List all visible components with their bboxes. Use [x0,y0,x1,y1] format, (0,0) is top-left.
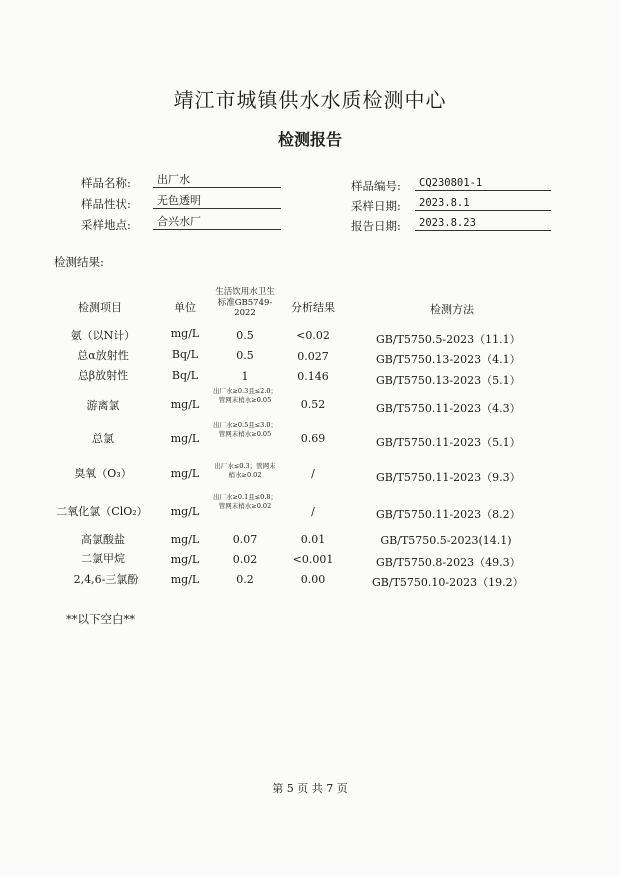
row-standard: 0.5 [236,329,254,342]
row-unit: mg/L [170,533,200,546]
row-result: 0.027 [297,350,329,363]
row-unit: mg/L [170,573,200,586]
report-date-value: 2023.8.23 [415,216,551,231]
sample-name-label: 样品名称: [81,176,131,190]
row-item: 总β放射性 [77,369,129,382]
row-result: / [311,467,315,480]
page-suffix: 页 [336,782,348,795]
row-result: <0.001 [292,553,334,566]
row-standard: 出厂水≤0.3；管网末梢水≥0.02 [214,462,276,479]
row-item: 总氯 [92,432,114,445]
results-label: 检测结果: [54,255,104,269]
row-method: GB/T5750.11-2023（5.1） [376,436,521,449]
header-result: 分析结果 [291,301,335,314]
sample-property-label: 样品性状: [81,197,131,211]
row-item: 总α放射性 [77,349,129,362]
row-unit: mg/L [170,327,200,340]
row-method: GB/T5750.13-2023（5.1） [376,374,521,387]
row-result: 0.52 [300,398,326,411]
sampling-site-value: 合兴水厂 [153,215,281,230]
blank-note: **以下空白** [66,612,135,626]
org-title: 靖江市城镇供水水质检测中心 [173,88,447,112]
header-method: 检测方法 [430,303,474,316]
row-standard: 出厂水≥0.1且≤0.8；管网末梢水≥0.02 [212,493,278,510]
row-unit: mg/L [170,467,200,480]
row-method: GB/T5750.11-2023（4.3） [376,402,521,415]
row-item: 二氯甲烷 [81,552,125,565]
row-method: GB/T5750.5-2023（11.1） [376,333,521,346]
row-method: GB/T5750.13-2023（4.1） [376,353,521,366]
row-item: 高氯酸盐 [81,533,125,546]
row-method: GB/T5750.11-2023（8.2） [376,508,521,521]
page-mid: 页 共 [297,782,323,795]
sample-property-value: 无色透明 [153,194,281,209]
row-item: 臭氧（O₃） [74,467,132,480]
sampling-date-value: 2023.8.1 [415,196,551,211]
row-unit: Bq/L [171,348,199,361]
row-item: 2,4,6-三氯酚 [73,573,139,586]
row-item: 游离氯 [86,399,120,412]
row-item: 氨（以N计） [70,329,136,342]
row-standard: 0.5 [236,349,254,362]
header-item: 检测项目 [78,301,122,314]
report-title: 检测报告 [277,130,342,149]
sample-no-value: CQ230801-1 [415,176,551,191]
row-unit: mg/L [170,398,200,411]
row-method: GB/T5750.8-2023（49.3） [376,556,521,569]
row-result: 0.01 [300,533,326,546]
row-standard: 出厂水≥0.5且≤3.0；管网末梢水≥0.05 [212,421,278,438]
row-unit: mg/L [170,553,200,566]
row-unit: mg/L [170,432,200,445]
row-unit: Bq/L [171,369,199,382]
row-result: 0.146 [297,370,329,383]
row-standard: 0.07 [232,533,258,546]
sampling-site-label: 采样地点: [81,218,131,232]
row-standard: 出厂水≥0.3且≤2.0；管网末梢水≥0.05 [212,387,278,404]
row-standard: 0.2 [236,573,254,586]
row-method: GB/T5750.10-2023（19.2） [372,576,524,589]
row-method: GB/T5750.11-2023（9.3） [376,471,521,484]
page-prefix: 第 [272,782,284,795]
report-date-label: 报告日期: [351,219,401,233]
header-unit: 单位 [174,301,196,314]
sample-name-value: 出厂水 [153,173,281,188]
row-item: 二氧化氯（ClO₂） [56,505,148,518]
row-method: GB/T5750.5-2023(14.1) [380,534,512,547]
row-standard: 0.02 [232,553,258,566]
sample-no-label: 样品编号: [351,179,401,193]
row-unit: mg/L [170,505,200,518]
header-standard: 生活饮用水卫生标准GB5749-2022 [215,287,275,318]
row-result: 0.69 [300,432,326,445]
row-standard: 1 [241,370,249,383]
sampling-date-label: 采样日期: [351,199,401,213]
page-total: 7 [326,782,334,795]
page-footer [0,780,620,796]
row-result: 0.00 [300,573,326,586]
row-result: <0.02 [296,329,330,342]
row-result: / [311,505,315,518]
page-number: 5 [286,782,294,795]
